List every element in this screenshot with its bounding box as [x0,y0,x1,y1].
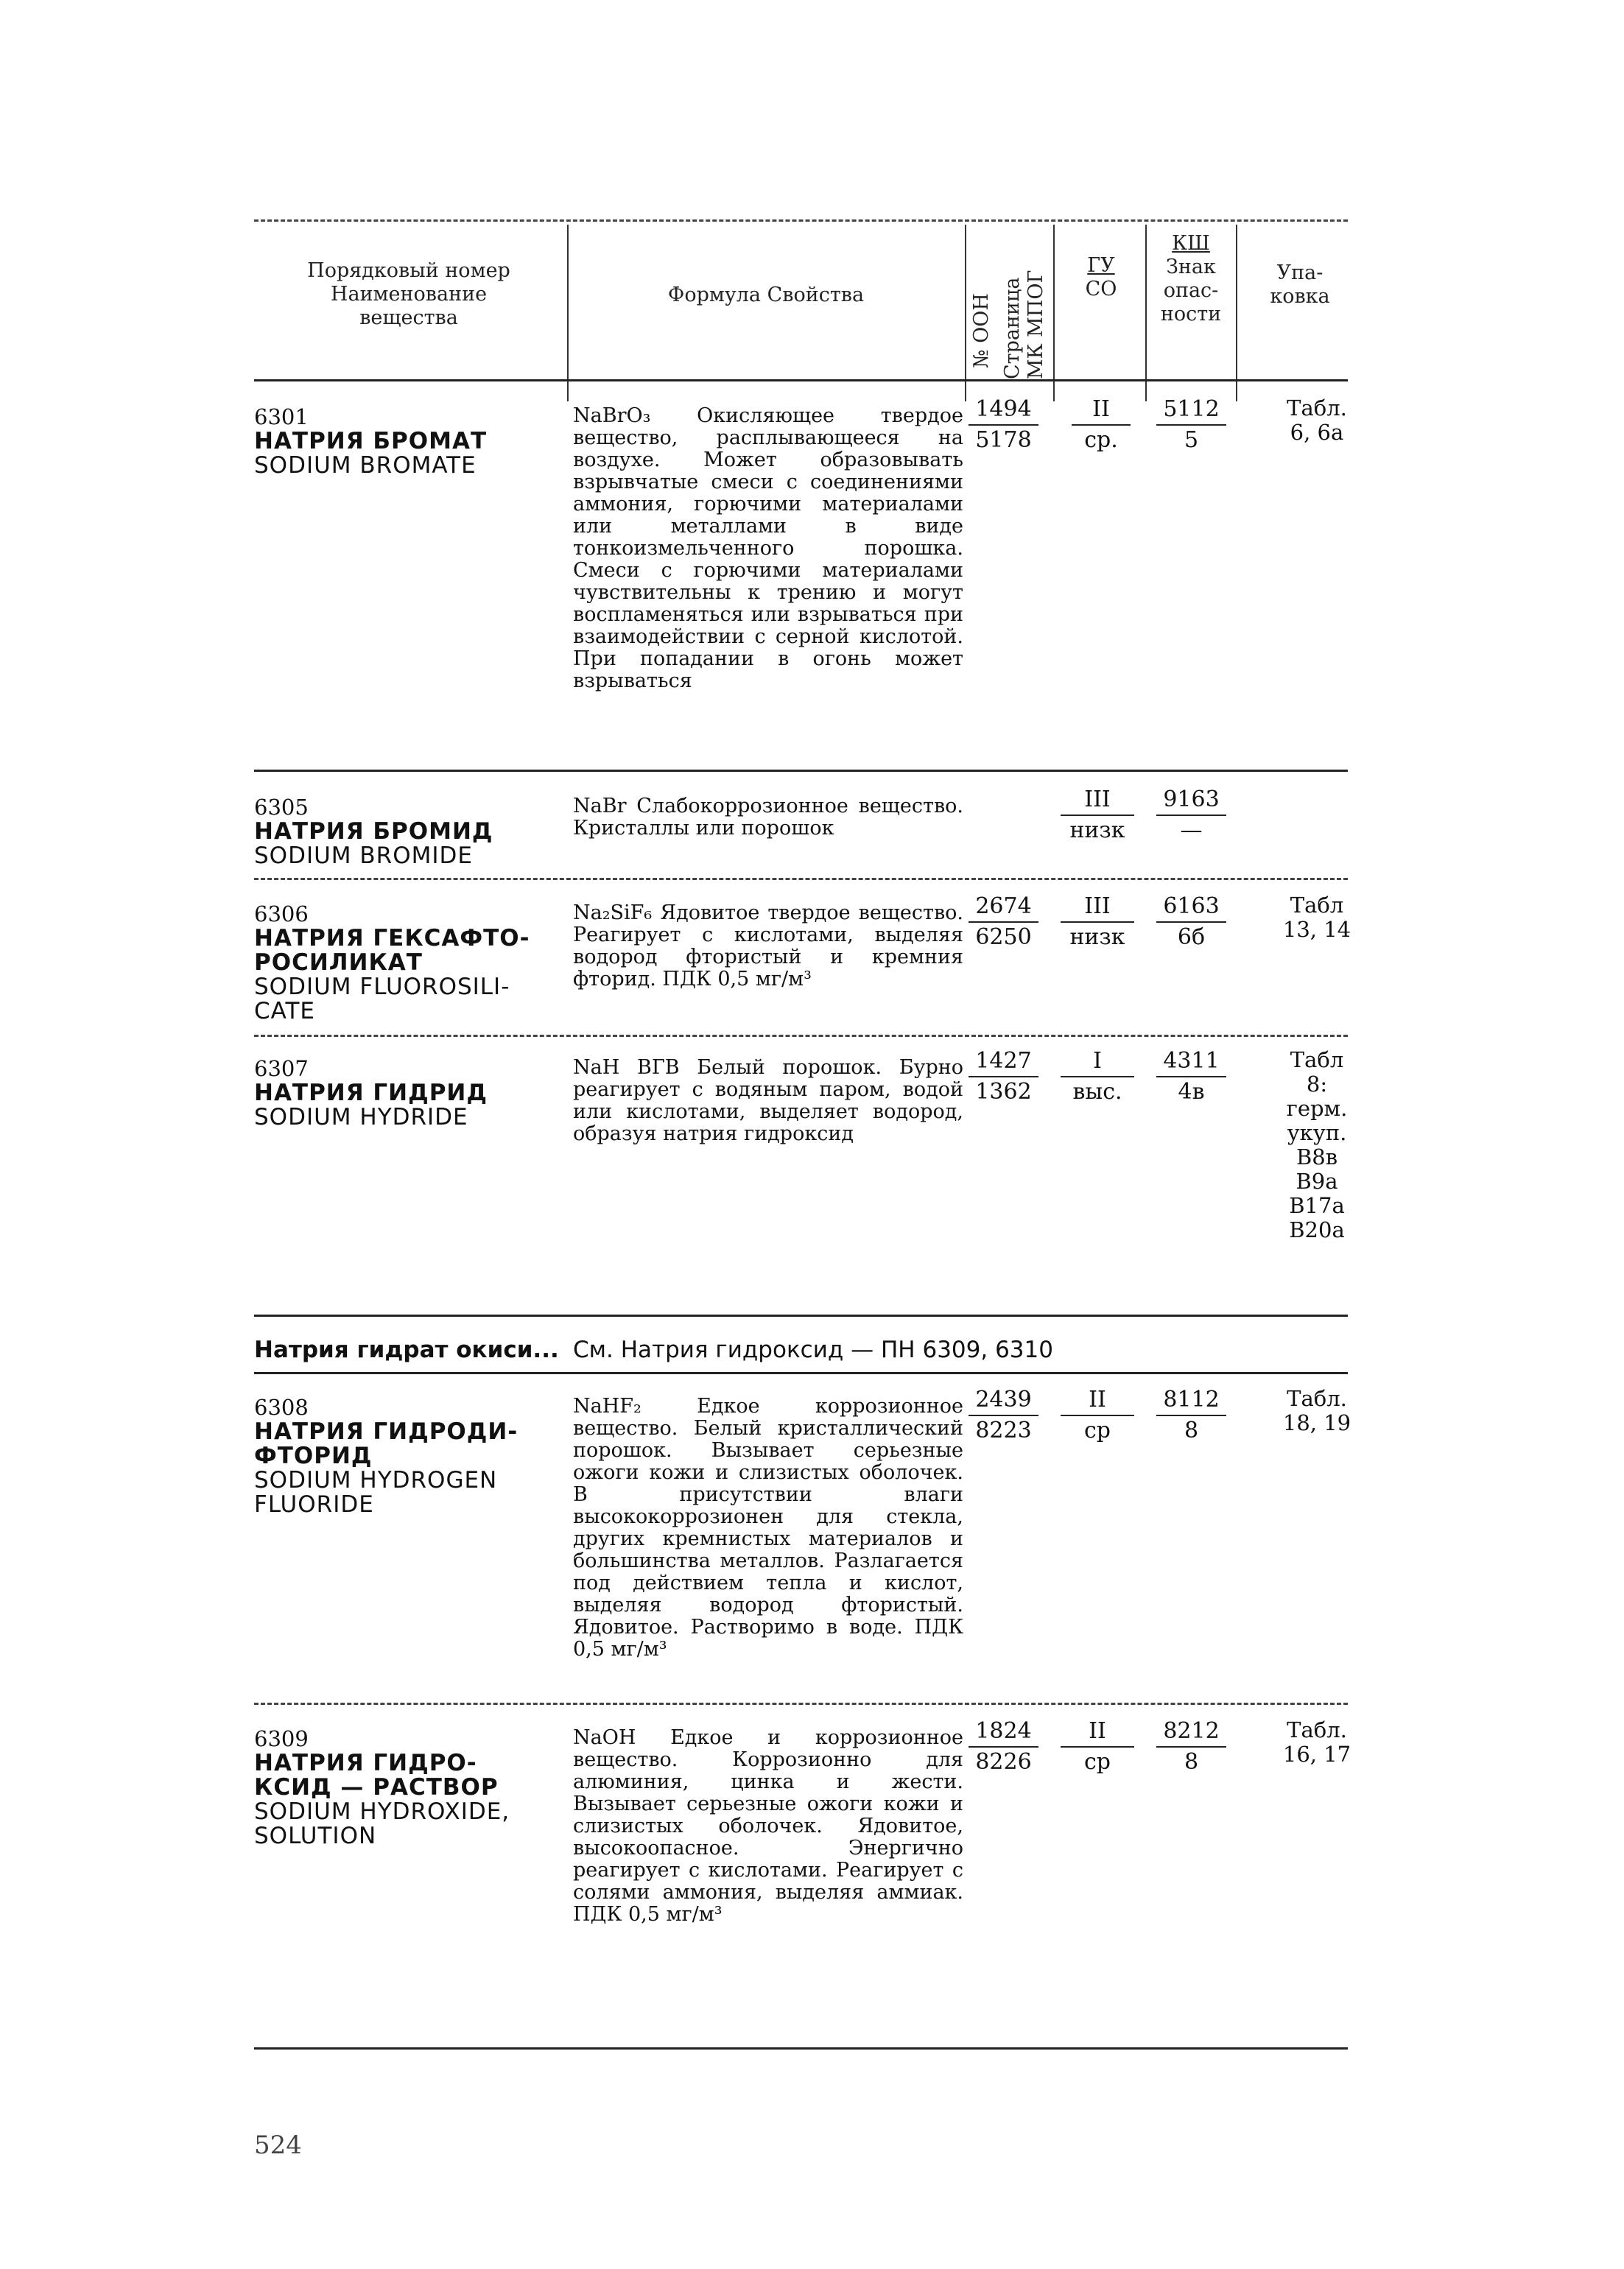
row-rule [254,1035,1348,1037]
entry-properties: NaOH Едкое и коррозионное вещество. Коррозионно для алюминия, цинка и жести. Вызывает серьезные ожоги кожи и слизистых оболочек. Ядовитое, высокоопасное. Энергично реагирует с кислотами. Реагирует с солями аммония, выделяя аммиак. ПДК 0,5 мг/м³ [573,1726,963,1926]
entry-ksh-sign: $\frac{8112}{8}$ [1156,1387,1226,1444]
entry-name: 6305 НАТРИЯ БРОМИД SODIUM BROMIDE [254,795,493,869]
entry-ksh-sign: 6163 6б [1156,893,1226,951]
entry-ksh-sign: 4311 4в [1156,1048,1226,1105]
entry-gu-so: II ср [1061,1718,1134,1776]
entry-un-page: $\frac{2439}{8223}$ [969,1387,1038,1444]
entry-name: 6309 НАТРИЯ ГИДРО- КСИД — РАСТВОР SODIUM HYDROXIDE, SOLUTION [254,1726,510,1849]
top-rule [254,219,1348,222]
entry-name: 6301 НАТРИЯ БРОМАТ SODIUM BROMATE [254,404,488,479]
entry-ksh-sign: $\frac{5112}{5}$ [1156,396,1226,454]
entry-un-page: $\frac{2674}{6250}$ [969,893,1038,951]
entry-un-page: $\frac{1427}{1362}$ [969,1048,1038,1105]
entry-pack: Табл. 6, 6а [1287,395,1347,445]
entry-properties: NaBr Слабокоррозионное вещество. Кристаллы или порошок [573,795,963,840]
entry-un-page: $\frac{1824}{8226}$ [969,1718,1038,1776]
header-divider [1145,225,1147,401]
row-rule [254,878,1348,880]
header-divider [1053,225,1055,401]
row-rule [254,1372,1348,1374]
entry-gu-so: III низк [1061,893,1134,951]
entry-properties: NaH ВГВ Белый порошок. Бурно реагирует с водяным паром, водой или кислотами, выделяет водород, образуя натрия гидроксид [573,1056,963,1145]
header-divider [965,225,966,401]
header-divider [567,225,569,401]
page-number: 524 [254,2131,302,2160]
entry-name: 6306 НАТРИЯ ГЕКСАФТО- РОСИЛИКАТ SODIUM FLUOROSILI- CATE [254,901,530,1024]
entry-pack: Табл 13, 14 [1282,893,1351,942]
header-col-gu-so: ГУ СО [1085,254,1117,300]
header-col-un: № ООН [970,293,993,368]
entry-un-page: $\frac{1494}{5178}$ [969,396,1038,454]
entry-properties: Na₂SiF₆ Ядовитое твердое вещество. Реагирует с кислотами, выделяя водород фтористый и кремния фторид. ПДК 0,5 мг/м³ [573,901,963,991]
entry-ksh-sign: $\frac{8212}{8}$ [1156,1718,1226,1776]
entry-pack: Табл 8: герм. укуп. В8в В9а В17а В20а [1286,1047,1348,1242]
entry-pack: Табл. 18, 19 [1282,1386,1351,1435]
bottom-rule [254,2047,1348,2050]
header-col-formula: Формула Свойства [667,284,865,306]
reference-text: См. Натрия гидроксид — ПН 6309, 6310 [573,1337,1053,1363]
row-rule [254,1703,1348,1705]
row-rule [254,770,1348,772]
header-col-pack: Упа- ковка [1270,261,1330,308]
entry-ksh-sign: 9163 — [1156,787,1226,844]
entry-name: 6307 НАТРИЯ ГИДРИД SODIUM HYDRIDE [254,1056,488,1130]
entry-gu-so: II ср [1061,1387,1134,1444]
row-rule [254,1315,1348,1317]
header-bottom-rule [254,379,1348,381]
reference-name: Натрия гидрат окиси... [254,1337,559,1363]
entry-name: 6308 НАТРИЯ ГИДРОДИ- ФТОРИД SODIUM HYDROGEN FLUORIDE [254,1395,519,1518]
entry-pack: Табл. 16, 17 [1282,1717,1351,1767]
header-divider [1236,225,1237,401]
header-col-number-name: Порядковый номер Наименование вещества [307,259,510,329]
entry-gu-so: III низк [1061,787,1134,844]
header-col-ksh-sign: КШ Знак опас- ности [1160,232,1222,326]
entry-gu-so: I выс. [1061,1048,1134,1105]
entry-properties: NaBrO₃ Окисляющее твердое вещество, расплывающееся на воздухе. Может образовывать взрывчатые смеси с соединениями аммония, горючими материалами или металлами в виде тонкоизмельченного порошка. Смеси с горючими материалами чувствительны к трению и могут воспламеняться или взрываться при взаимодействии с серной кислотой. При попадании в огонь может взрываться [573,404,963,692]
entry-properties: NaHF₂ Едкое коррозионное вещество. Белый кристаллический порошок. Вызывает серьезные ожоги кожи и слизистых оболочек. В присутствии влаги высококоррозионен для стекла, других кремнистых материалов и большинства металлов. Разлагается под действием тепла и кислот, выделяя водород фтористый. Ядовитое. Растворимо в воде. ПДК 0,5 мг/м³ [573,1395,963,1661]
header-col-page: МК МПОГ [1024,270,1047,379]
header-col-page: Страница [1001,277,1024,379]
entry-gu-so: II ср. [1072,396,1131,454]
